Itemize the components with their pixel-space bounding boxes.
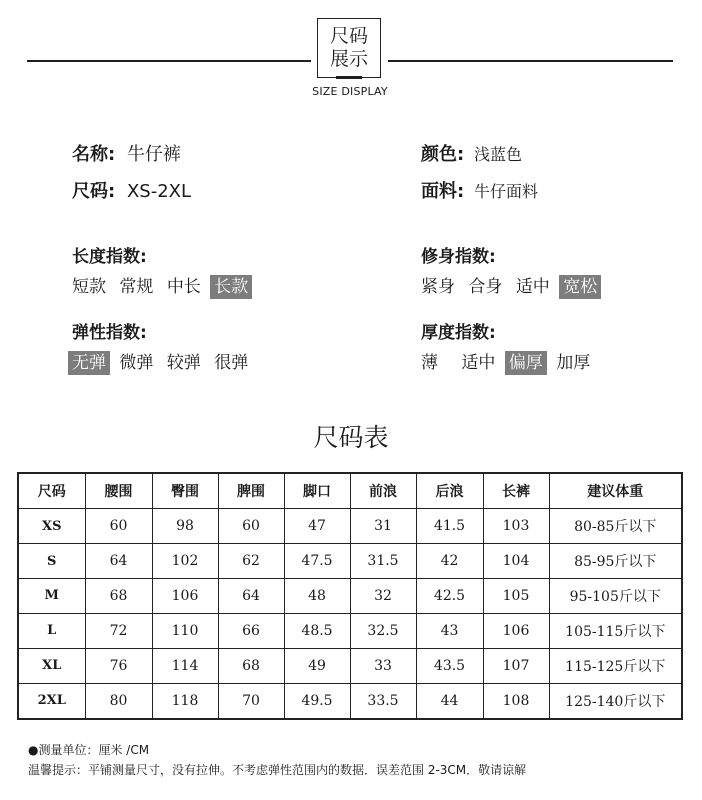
name-label: 名称:	[72, 144, 116, 165]
thickness-option: 加厚	[556, 353, 591, 373]
table-cell: 49.5	[284, 683, 350, 719]
thickness-option: 适中	[461, 353, 496, 373]
header-cell: 建议体重	[549, 473, 682, 509]
table-cell: 115-125斤以下	[549, 648, 682, 683]
table-cell: 85-95斤以下	[549, 544, 682, 579]
header-cell: 前浪	[350, 473, 416, 509]
table-cell: 47.5	[284, 544, 350, 579]
size-table-title: 尺码表	[313, 423, 389, 452]
table-cell: 41.5	[416, 509, 483, 544]
table-cell: 68	[218, 648, 284, 683]
elasticity-option: 较弹	[166, 353, 201, 373]
table-cell: 44	[416, 683, 483, 719]
table-cell: 80	[85, 683, 152, 719]
size-table	[17, 472, 683, 720]
product-color	[421, 140, 522, 166]
table-cell: 64	[218, 579, 284, 614]
table-cell: 108	[483, 683, 549, 719]
product-name	[72, 140, 181, 166]
table-cell: 80-85斤以下	[549, 509, 682, 544]
table-cell: 2XL	[18, 683, 85, 719]
table-cell: 70	[218, 683, 284, 719]
fit-index-options	[417, 275, 601, 299]
table-cell: 42	[416, 544, 483, 579]
table-cell: 42.5	[416, 579, 483, 614]
table-cell: 110	[152, 613, 218, 648]
elasticity-index-label: 弹性指数:	[72, 323, 147, 343]
header-cell: 尺码	[18, 473, 85, 509]
header-cell: 臀围	[152, 473, 218, 509]
table-cell: 64	[85, 544, 152, 579]
table-header-row	[18, 473, 682, 509]
header-cell: 长裤	[483, 473, 549, 509]
length-index-label: 长度指数:	[72, 247, 147, 267]
table-cell: M	[18, 579, 85, 614]
color-label: 颜色:	[421, 144, 465, 165]
title-line1: 尺码	[329, 25, 368, 47]
table-cell: XL	[18, 648, 85, 683]
fit-option: 适中	[515, 277, 550, 297]
table-cell: 48.5	[284, 613, 350, 648]
table-cell: 32.5	[350, 613, 416, 648]
length-option: 常规	[119, 277, 154, 297]
table-row	[18, 683, 682, 719]
thickness-option: 薄	[421, 353, 438, 373]
elasticity-option: 无弹	[68, 351, 110, 375]
table-cell: 48	[284, 579, 350, 614]
table-cell: S	[18, 544, 85, 579]
title-box	[317, 18, 381, 78]
measurement-unit-note: ●测量单位：厘米 /CM	[28, 743, 150, 757]
table-cell: 105-115斤以下	[549, 613, 682, 648]
table-cell: 33	[350, 648, 416, 683]
fit-option: 合身	[468, 277, 503, 297]
length-option: 短款	[72, 277, 106, 297]
table-cell: 103	[483, 509, 549, 544]
length-option: 中长	[166, 277, 201, 297]
thickness-index-label: 厚度指数:	[421, 323, 496, 343]
table-row	[18, 579, 682, 614]
table-cell: 105	[483, 579, 549, 614]
table-cell: 31	[350, 509, 416, 544]
header-cell: 腰围	[85, 473, 152, 509]
color-value: 浅蓝色	[473, 145, 522, 164]
fabric-value: 牛仔面料	[473, 182, 538, 201]
table-cell: 32	[350, 579, 416, 614]
subtitle: SIZE DISPLAY	[312, 85, 388, 98]
size-label: 尺码:	[72, 181, 116, 202]
table-cell: 47	[284, 509, 350, 544]
product-fabric	[421, 177, 538, 203]
table-cell: 125-140斤以下	[549, 683, 682, 719]
table-cell: 68	[85, 579, 152, 614]
title-line2: 展示	[329, 48, 368, 70]
table-cell: L	[18, 613, 85, 648]
table-cell: 66	[218, 613, 284, 648]
table-cell: 31.5	[350, 544, 416, 579]
table-cell: 60	[85, 509, 152, 544]
table-cell: 98	[152, 509, 218, 544]
elasticity-index-options	[68, 351, 252, 375]
thickness-index-options	[417, 351, 594, 375]
fit-index-label: 修身指数:	[421, 247, 496, 267]
table-row	[18, 544, 682, 579]
table-cell: 106	[483, 613, 549, 648]
table-row	[18, 613, 682, 648]
table-cell: 60	[218, 509, 284, 544]
measurement-tip-note: 温馨提示：平铺测量尺寸，没有拉伸。不考虑弹性范围内的数据．误差范围 2-3CM．敬请谅解	[28, 763, 527, 777]
table-cell: 76	[85, 648, 152, 683]
table-cell: 107	[483, 648, 549, 683]
size-value: XS-2XL	[126, 181, 192, 202]
table-cell: 95-105斤以下	[549, 579, 682, 614]
table-cell: 114	[152, 648, 218, 683]
table-cell: 43.5	[416, 648, 483, 683]
header-cell: 后浪	[416, 473, 483, 509]
table-cell: 118	[152, 683, 218, 719]
table-row	[18, 509, 682, 544]
name-value: 牛仔裤	[126, 144, 181, 165]
table-cell: 33.5	[350, 683, 416, 719]
table-cell: 102	[152, 544, 218, 579]
title-underline	[336, 76, 362, 79]
fit-option: 紧身	[421, 277, 455, 297]
table-cell: 43	[416, 613, 483, 648]
product-size	[72, 177, 191, 203]
fit-option: 宽松	[559, 275, 601, 299]
elasticity-option: 很弹	[214, 353, 249, 373]
table-cell: 62	[218, 544, 284, 579]
header-rule-left	[27, 60, 311, 62]
table-cell: XS	[18, 509, 85, 544]
table-cell: 72	[85, 613, 152, 648]
length-option: 长款	[210, 275, 252, 299]
table-cell: 49	[284, 648, 350, 683]
table-cell: 106	[152, 579, 218, 614]
fabric-label: 面料:	[421, 181, 465, 202]
table-cell: 104	[483, 544, 549, 579]
table-row	[18, 648, 682, 683]
header-cell: 脾围	[218, 473, 284, 509]
length-index-options	[68, 275, 252, 299]
elasticity-option: 微弹	[119, 353, 154, 373]
header-cell: 脚口	[284, 473, 350, 509]
thickness-option: 偏厚	[505, 351, 547, 375]
header-rule-right	[388, 60, 673, 62]
